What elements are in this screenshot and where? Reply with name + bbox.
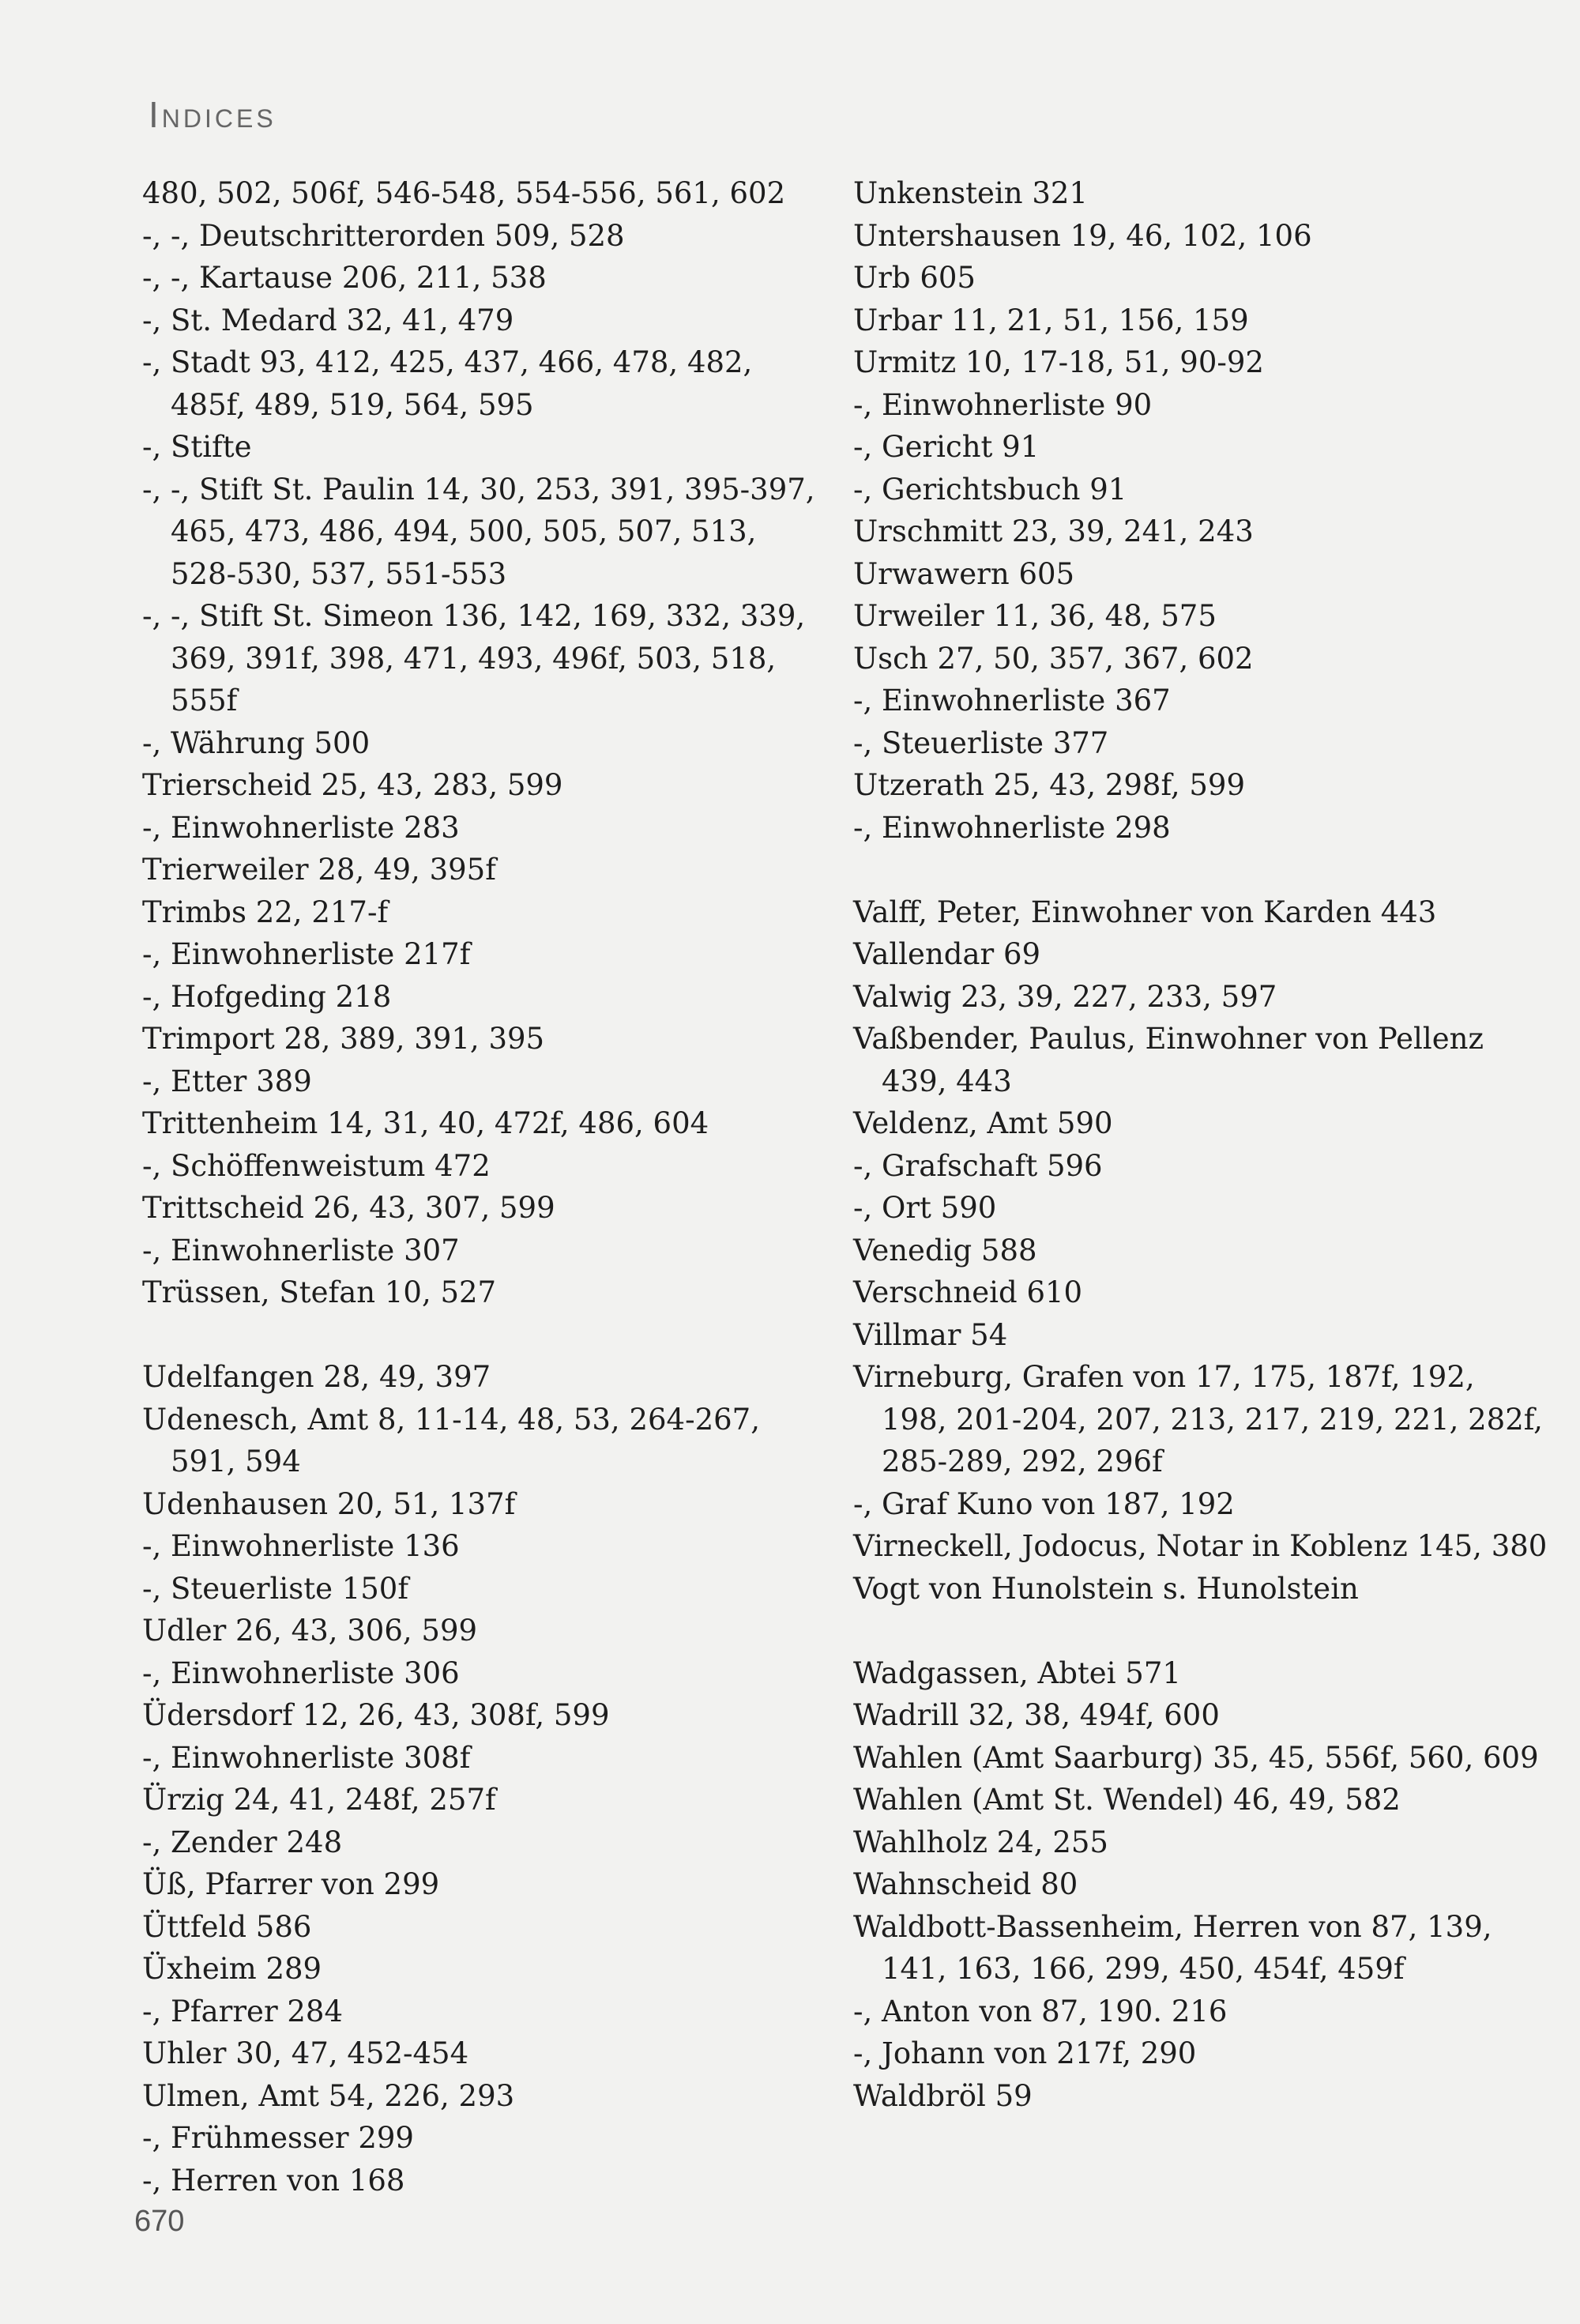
- index-entry: -, Graf Kuno von 187, 192: [853, 1486, 1235, 1521]
- index-entry: -, Zender 248: [142, 1825, 343, 1859]
- section-gap: [853, 849, 1548, 891]
- index-entry: Urwawern 605: [853, 556, 1075, 591]
- page-header: Indices: [149, 94, 276, 135]
- index-entry: Üttfeld 586: [142, 1909, 312, 1944]
- index-entry: -, Steuerliste 150f: [142, 1571, 409, 1606]
- index-entry: Trimport 28, 389, 391, 395: [142, 1022, 545, 1056]
- index-entry: -, -, Stift St. Paulin 14, 30, 253, 391, 395-397, 465, 473, 486, 494, 500, 505, 507, 513, 528-530, 537, 551-553: [142, 472, 815, 591]
- index-column-left: [142, 172, 822, 2202]
- index-entry: Veldenz, Amt 590: [853, 1106, 1113, 1140]
- index-entry: -, Etter 389: [142, 1064, 312, 1098]
- index-entry: Waldbröl 59: [853, 2078, 1033, 2113]
- index-entry: Wahlen (Amt St. Wendel) 46, 49, 582: [853, 1783, 1401, 1817]
- index-entry: Wadgassen, Abtei 571: [853, 1655, 1181, 1690]
- index-entry: -, Schöffenweistum 472: [142, 1148, 491, 1183]
- index-entry: -, Einwohnerliste 217f: [142, 937, 471, 971]
- index-entry: Utzerath 25, 43, 298f, 599: [853, 768, 1245, 802]
- index-entry: Urbar 11, 21, 51, 156, 159: [853, 303, 1249, 337]
- index-entry: -, Ort 590: [853, 1191, 997, 1225]
- index-entry: 480, 502, 506f, 546-548, 554-556, 561, 602: [142, 176, 786, 210]
- index-entry: -, Einwohnerliste 136: [142, 1529, 460, 1563]
- index-entry: Waldbott-Bassenheim, Herren von 87, 139, 141, 163, 166, 299, 450, 454f, 459f: [853, 1909, 1492, 1986]
- index-entry: Urweiler 11, 36, 48, 575: [853, 599, 1217, 633]
- index-column-right: [853, 172, 1548, 2117]
- index-entry: Verschneid 610: [853, 1275, 1083, 1309]
- index-entry: Venedig 588: [853, 1233, 1037, 1267]
- index-entry: -, Herren von 168: [142, 2163, 405, 2198]
- index-entry: Unkenstein 321: [853, 176, 1088, 210]
- index-entry: Wahnscheid 80: [853, 1867, 1078, 1901]
- index-entry: -, Einwohnerliste 90: [853, 387, 1153, 422]
- index-entry: -, Steuerliste 377: [853, 725, 1109, 760]
- page-number: 670: [134, 2205, 185, 2238]
- index-entry: -, Frühmesser 299: [142, 2121, 414, 2155]
- index-entry: Ulmen, Amt 54, 226, 293: [142, 2078, 515, 2113]
- index-entry: Udenesch, Amt 8, 11-14, 48, 53, 264-267, 591, 594: [142, 1402, 760, 1478]
- index-entry: Trüssen, Stefan 10, 527: [142, 1275, 497, 1309]
- index-entry: -, -, Deutschritterorden 509, 528: [142, 218, 625, 253]
- index-entry: Udler 26, 43, 306, 599: [142, 1614, 478, 1648]
- index-entry: Vallendar 69: [853, 937, 1041, 971]
- index-entry: Virneburg, Grafen von 17, 175, 187f, 192, 198, 201-204, 207, 213, 217, 219, 221, 282f, 285-289, 292, 296f: [853, 1360, 1543, 1478]
- index-entry: Udenhausen 20, 51, 137f: [142, 1486, 516, 1521]
- index-entry: -, Einwohnerliste 298: [853, 810, 1171, 845]
- index-entry: -, Stifte: [142, 430, 252, 464]
- index-entry: -, Johann von 217f, 290: [853, 2036, 1197, 2070]
- index-entry: Valff, Peter, Einwohner von Karden 443: [853, 895, 1437, 929]
- index-entry: -, Einwohnerliste 367: [853, 684, 1171, 718]
- index-entry: Wahlholz 24, 255: [853, 1825, 1108, 1859]
- index-entry: -, Hofgeding 218: [142, 979, 392, 1014]
- index-entry: -, Pfarrer 284: [142, 1994, 344, 2028]
- index-entry: Wadrill 32, 38, 494f, 600: [853, 1698, 1220, 1732]
- index-entry: Uhler 30, 47, 452-454: [142, 2036, 469, 2070]
- index-entry: -, Einwohnerliste 283: [142, 810, 460, 845]
- index-entry: Vaßbender, Paulus, Einwohner von Pellenz 439, 443: [853, 1022, 1484, 1098]
- index-entry: Vogt von Hunolstein s. Hunolstein: [853, 1571, 1359, 1606]
- index-entry: Trimbs 22, 217-f: [142, 895, 389, 929]
- section-gap: [142, 1314, 822, 1357]
- index-entry: Urschmitt 23, 39, 241, 243: [853, 514, 1254, 548]
- section-gap: [853, 1610, 1548, 1652]
- index-entry: Trierscheid 25, 43, 283, 599: [142, 768, 563, 802]
- index-entry: -, -, Kartause 206, 211, 538: [142, 261, 547, 295]
- index-entry: Valwig 23, 39, 227, 233, 597: [853, 979, 1277, 1014]
- index-entry: Trittenheim 14, 31, 40, 472f, 486, 604: [142, 1106, 709, 1140]
- index-entry: -, Einwohnerliste 308f: [142, 1740, 471, 1775]
- index-entry: -, Einwohnerliste 306: [142, 1655, 460, 1690]
- index-entry: -, St. Medard 32, 41, 479: [142, 303, 514, 337]
- index-entry: Üxheim 289: [142, 1952, 322, 1986]
- index-entry: Udelfangen 28, 49, 397: [142, 1360, 491, 1394]
- index-entry: Wahlen (Amt Saarburg) 35, 45, 556f, 560, 609: [853, 1740, 1539, 1775]
- index-entry: -, Währung 500: [142, 725, 371, 760]
- index-entry: -, Anton von 87, 190. 216: [853, 1994, 1228, 2028]
- index-entry: Urmitz 10, 17-18, 51, 90-92: [853, 345, 1264, 379]
- index-entry: Üß, Pfarrer von 299: [142, 1867, 440, 1901]
- index-entry: Urb 605: [853, 261, 976, 295]
- index-entry: Trittscheid 26, 43, 307, 599: [142, 1191, 555, 1225]
- index-entry: Trierweiler 28, 49, 395f: [142, 853, 496, 887]
- index-entry: -, Gerichtsbuch 91: [853, 472, 1127, 507]
- index-entry: -, Grafschaft 596: [853, 1148, 1103, 1183]
- index-entry: Üdersdorf 12, 26, 43, 308f, 599: [142, 1698, 610, 1732]
- index-entry: -, -, Stift St. Simeon 136, 142, 169, 332, 339, 369, 391f, 398, 471, 493, 496f, 503, 518, 555f: [142, 599, 806, 718]
- index-entry: -, Einwohnerliste 307: [142, 1233, 460, 1267]
- index-entry: Villmar 54: [853, 1317, 1008, 1352]
- index-entry: Ürzig 24, 41, 248f, 257f: [142, 1783, 496, 1817]
- index-entry: Usch 27, 50, 357, 367, 602: [853, 641, 1254, 676]
- index-entry: -, Stadt 93, 412, 425, 437, 466, 478, 482, 485f, 489, 519, 564, 595: [142, 345, 753, 422]
- index-entry: Virneckell, Jodocus, Notar in Koblenz 145, 380: [853, 1529, 1548, 1563]
- index-entry: Untershausen 19, 46, 102, 106: [853, 218, 1312, 253]
- index-entry: -, Gericht 91: [853, 430, 1040, 464]
